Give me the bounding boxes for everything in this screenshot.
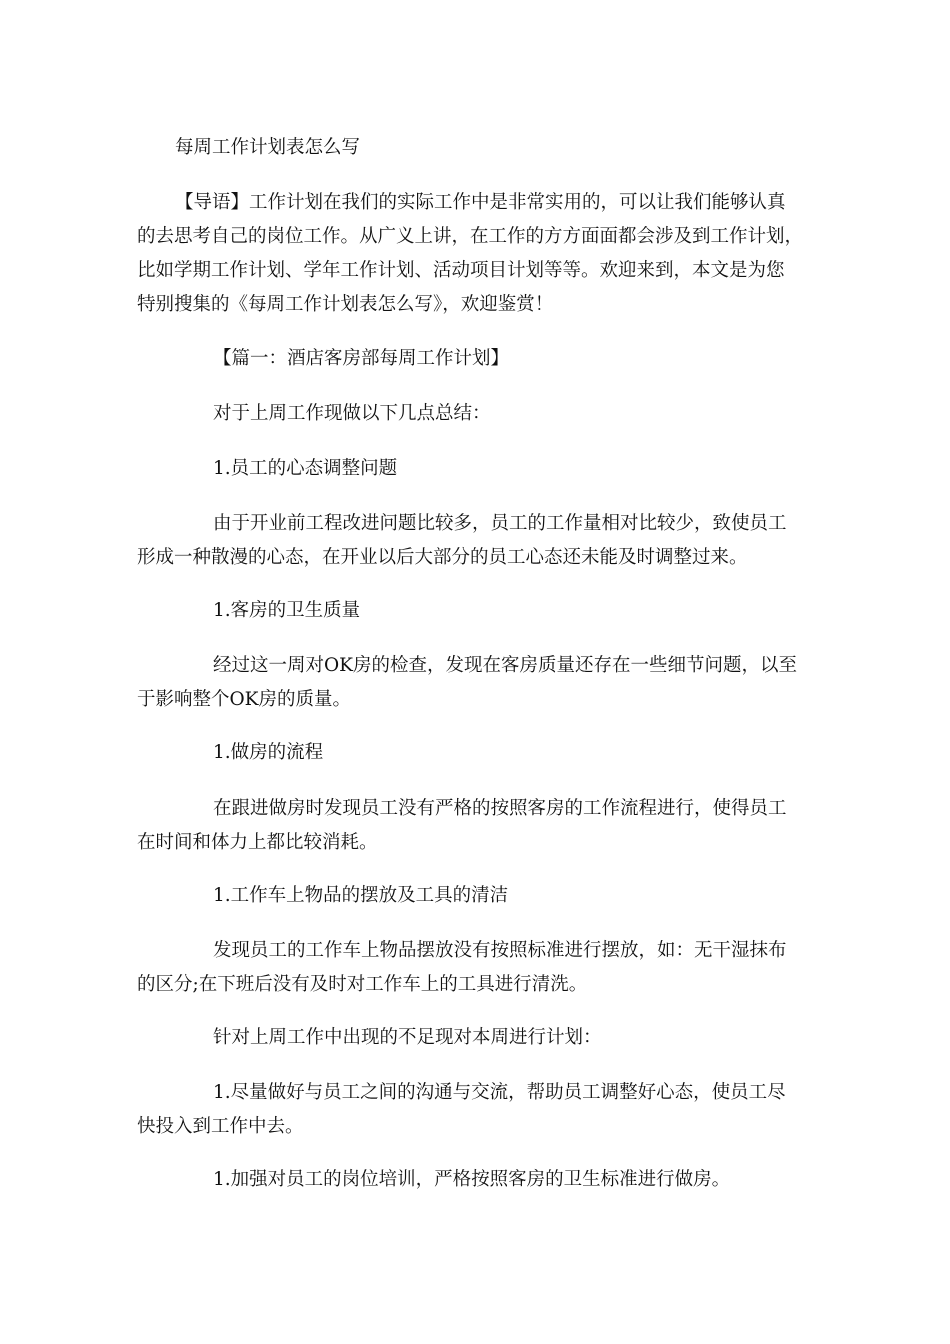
document-title: 每周工作计划表怎么写: [175, 137, 361, 158]
summary-intro: 对于上周工作现做以下几点总结：: [213, 403, 491, 424]
item1-body: 由于开业前工程改进问题比较多，员工的工作量相对比较少，致使员工 形成一种散漫的心态，在开业以后大部分的员工心态还未能及时调整过来。: [137, 513, 787, 568]
item1-heading: 1.员工的心态调整问题: [213, 458, 398, 479]
item4-heading: 1.工作车上物品的摆放及工具的清洁: [213, 885, 509, 906]
item2-heading: 1.客房的卫生质量: [213, 600, 361, 621]
section-heading: 【篇一：酒店客房部每周工作计划】: [213, 348, 510, 369]
intro-line-4: 特别搜集的《每周工作计划表怎么写》，欢迎鉴赏！: [137, 294, 554, 315]
item3-body: 在跟进做房时发现员工没有严格的按照客房的工作流程进行，使得员工 在时间和体力上都比较消耗。: [137, 798, 787, 853]
item3-heading: 1.做房的流程: [213, 742, 324, 763]
item4-body: 发现员工的工作车上物品摆放没有按照标准进行摆放，如：无干湿抹布 的区分;在下班后没有及时对工作车上的工具进行清洗。: [137, 940, 787, 995]
plan-item-1: 1.尽量做好与员工之间的沟通与交流，帮助员工调整好心态，使员工尽 快投入到工作中去。: [137, 1082, 786, 1137]
intro-line-2: 的去思考自己的岗位工作。从广义上讲，在工作的方方面面都会涉及到工作计划，: [137, 226, 804, 247]
plan-intro: 针对上周工作中出现的不足现对本周进行计划：: [213, 1027, 602, 1048]
intro-line-1: 【导语】工作计划在我们的实际工作中是非常实用的，可以让我们能够认真: [175, 192, 786, 213]
intro-paragraph: [137, 186, 817, 322]
intro-line-3: 比如学期工作计划、学年工作计划、活动项目计划等等。欢迎来到，本文是为您: [137, 260, 785, 281]
item2-body: 经过这一周对OK房的检查，发现在客房质量还存在一些细节问题，以至 于影响整个OK房的质量。: [137, 655, 797, 710]
plan-item-2: 1.加强对员工的岗位培训，严格按照客房的卫生标准进行做房。: [213, 1169, 731, 1190]
